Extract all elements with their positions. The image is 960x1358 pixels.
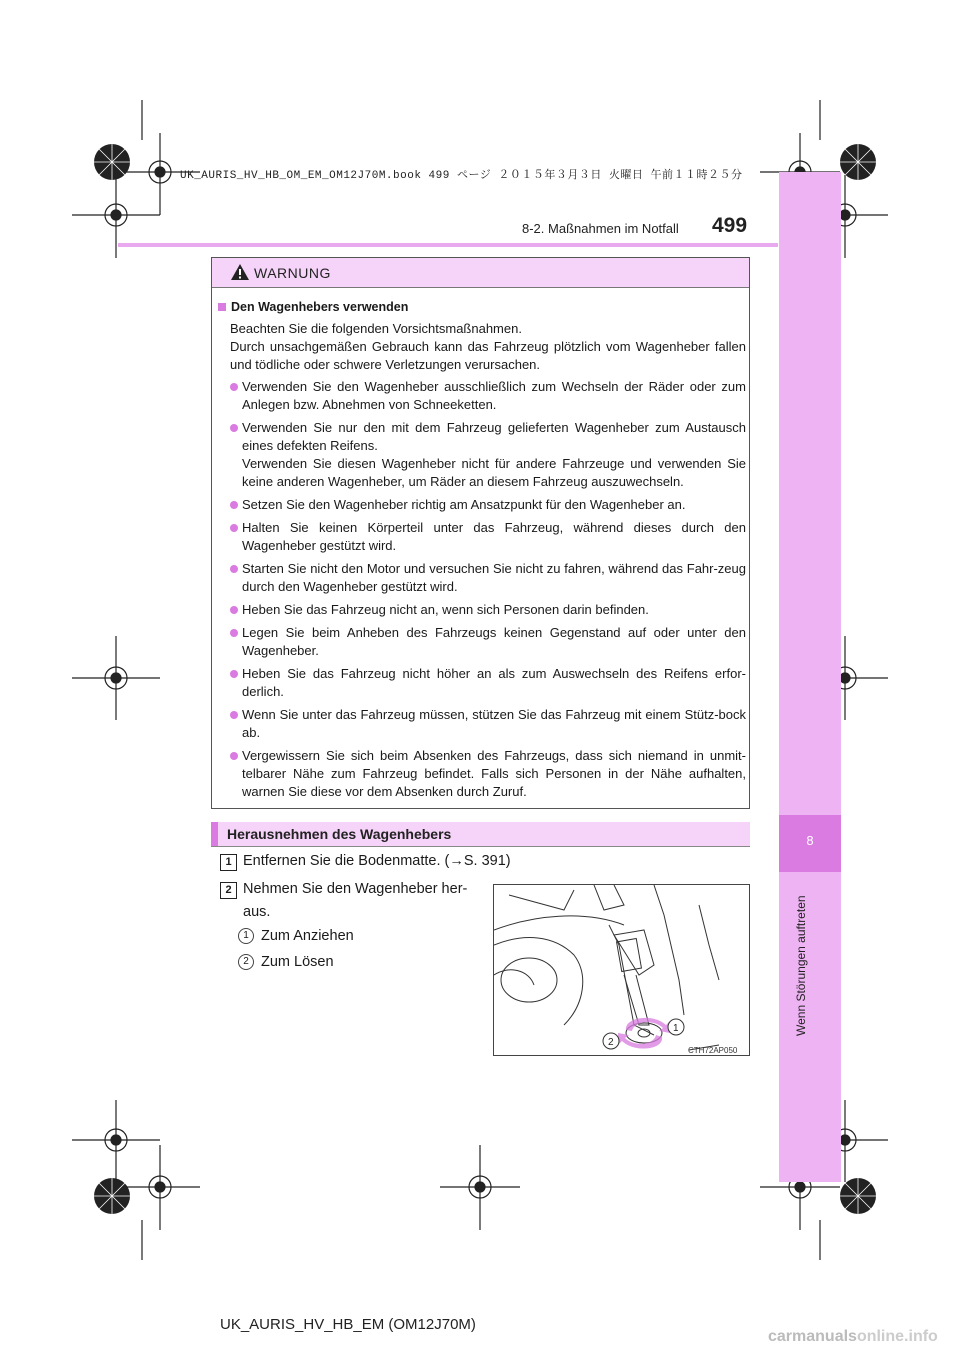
document-footer: UK_AURIS_HV_HB_EM (OM12J70M) <box>220 1316 476 1333</box>
chapter-number-tab <box>779 815 841 872</box>
warning-intro-1: Beachten Sie die folgenden Vorsichtsmaßnahmen. <box>230 321 522 336</box>
section-heading: Herausnehmen des Wagenhebers <box>227 826 452 842</box>
substep-number-2: 2 <box>238 954 254 970</box>
list-item: Legen Sie beim Anheben des Fahrzeugs keinen Gegenstand auf oder unter den Wagenheber. <box>218 624 746 660</box>
step-number-2: 2 <box>220 882 237 899</box>
print-crop-label: UK_AURIS_HV_HB_OM_EM_OM12J70M.book 499 ページ ２０１５年３月３日 火曜日 午前１１時２５分 <box>180 170 743 182</box>
chapter-title: Wenn Störungen auftreten <box>794 895 808 1036</box>
warning-box <box>211 257 750 809</box>
warning-header <box>212 258 749 288</box>
list-item: Halten Sie keinen Körperteil unter das Fahrzeug, während dieses durch den Wagenheber gestützt wird. <box>218 519 746 555</box>
running-header-section: 8-2. Maßnahmen im Notfall <box>522 221 679 236</box>
chapter-number: 8 <box>806 833 814 848</box>
page-number: 499 <box>712 214 748 237</box>
list-item: Wenn Sie unter das Fahrzeug müssen, stützen Sie das Fahrzeug mit einem Stütz-bock ab. <box>218 706 746 742</box>
warning-triangle-icon <box>230 263 250 281</box>
list-item: Vergewissern Sie sich beim Absenken des Fahrzeugs, dass sich niemand in unmit-telbarer Nähe zum Fahrzeug befindet. Falls sich Personen in der Nähe aufhalten, warnen Sie diese vor dem Absenken durch Zuruf. <box>218 747 746 801</box>
step-number-1: 1 <box>220 854 237 871</box>
substep-text-1: Zum Anziehen <box>261 928 354 944</box>
warning-intro-2: Durch unsachgemäßen Gebrauch kann das Fahrzeug plötzlich vom Wagenheber fallen und tödliche oder schwere Verletzungen verursachen. <box>230 339 746 372</box>
warning-bullet-list <box>218 378 746 801</box>
list-item: Verwenden Sie den Wagenheber ausschließlich zum Wechseln der Räder oder zum Anlegen bzw. Abnehmen von Schneeketten. <box>218 378 746 414</box>
callout-2: 2 <box>608 1037 614 1048</box>
list-item: Heben Sie das Fahrzeug nicht an, wenn sich Personen darin befinden. <box>218 601 746 619</box>
step-text-2a: Nehmen Sie den Wagenheber her- <box>243 881 468 897</box>
jack-drawing <box>494 885 750 1056</box>
step-text-2b: aus. <box>243 904 271 920</box>
list-item: Starten Sie nicht den Motor und versuchen Sie nicht zu fahren, während das Fahr-zeug durch den Wagenheber gestützt wird. <box>218 560 746 596</box>
list-item: Verwenden Sie nur den mit dem Fahrzeug gelieferten Wagenheber zum Austausch eines defekten Reifens. Verwenden Sie diesen Wagenheber nicht für andere Fahrzeuge und verwenden Sie keine anderen Wagenheber, um Räder an diesem Fahrzeug auszuwechseln. <box>218 419 746 491</box>
substep-text-2: Zum Lösen <box>261 954 334 970</box>
callout-1: 1 <box>673 1023 679 1034</box>
list-item: Heben Sie das Fahrzeug nicht höher an als zum Auswechseln des Reifens erfor-derlich. <box>218 665 746 701</box>
substep-number-1: 1 <box>238 928 254 944</box>
watermark: carmanualsonline.info <box>768 1328 938 1345</box>
warning-title: WARNUNG <box>254 265 331 281</box>
header-rule <box>118 243 778 247</box>
warning-subheading: Den Wagenhebers verwenden <box>218 298 746 316</box>
jack-illustration <box>493 884 750 1056</box>
step-text-1: Entfernen Sie die Bodenmatte. (→S. 391) <box>243 853 511 869</box>
figure-code: CTH72AP050 <box>688 1046 738 1055</box>
section-heading-bar <box>211 822 750 847</box>
list-item: Setzen Sie den Wagenheber richtig am Ansatzpunkt für den Wagenheber an. <box>218 496 746 514</box>
chapter-side-tab <box>779 172 841 1182</box>
warning-content <box>218 298 746 806</box>
square-bullet-icon <box>218 303 226 311</box>
